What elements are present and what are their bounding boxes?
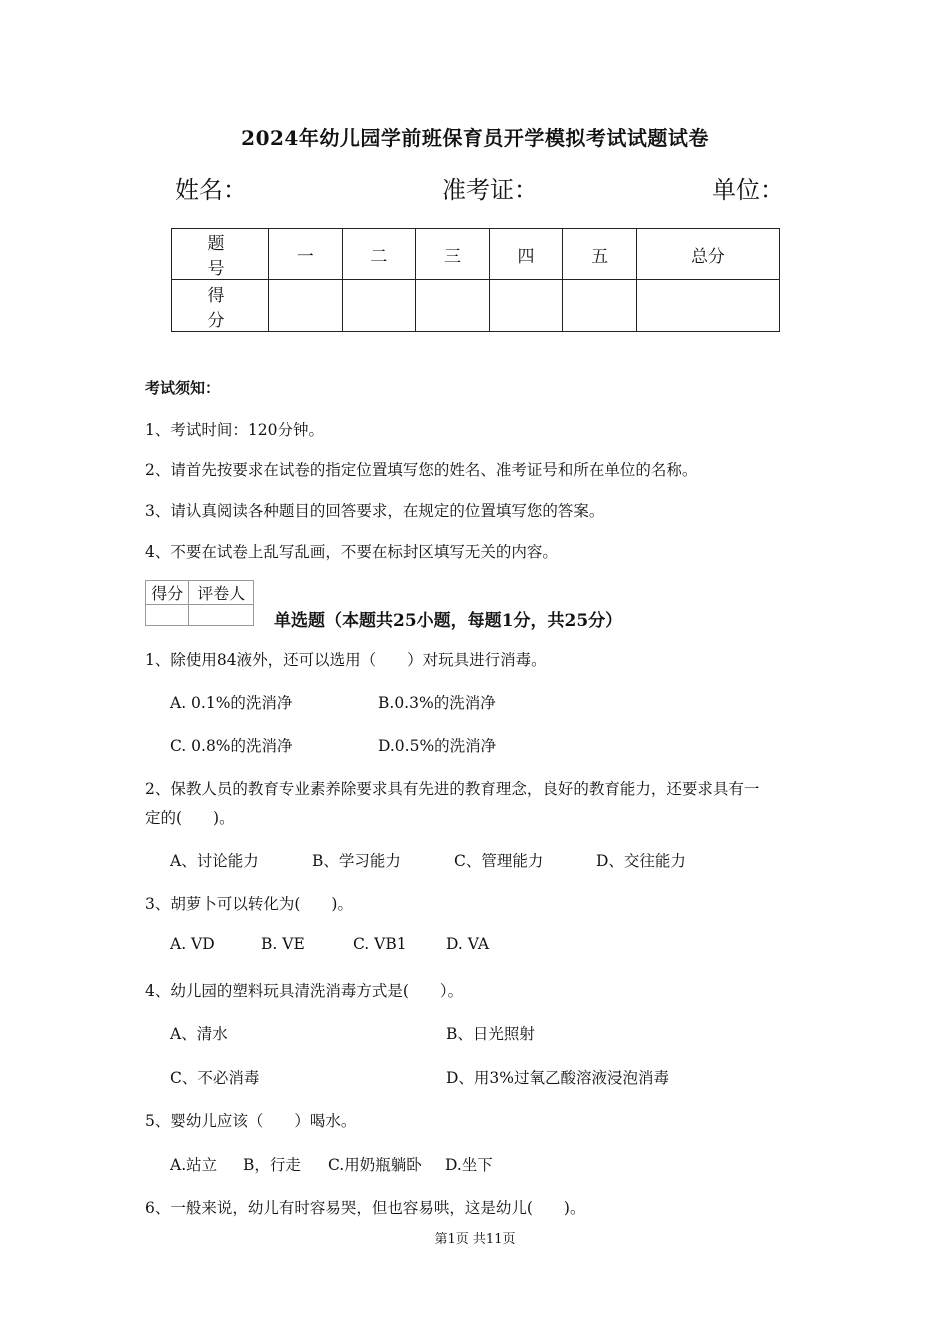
question-6-stem: 6、一般来说，幼儿有时容易哭，但也容易哄，这是幼儿( )。: [145, 1199, 586, 1217]
question-number-label: 题 号: [172, 229, 269, 280]
grader-box: [145, 580, 254, 626]
section-2-header: 二: [342, 229, 416, 280]
question-5-option-d[interactable]: D.坐下: [445, 1156, 493, 1174]
question-2-option-b[interactable]: B、学习能力: [312, 852, 401, 870]
score-table-score-row: [172, 280, 780, 332]
section-3-header: 三: [416, 229, 490, 280]
total-header: 总分: [636, 229, 779, 280]
question-1-option-a[interactable]: A. 0.1%的洗消净: [170, 694, 293, 712]
page-footer: 第1页 共11页: [434, 1232, 516, 1247]
section-2-score-cell[interactable]: [342, 280, 416, 332]
question-4-option-a[interactable]: A、清水: [170, 1025, 228, 1043]
notice-item-4: 4、不要在试卷上乱写乱画，不要在标封区填写无关的内容。: [145, 543, 558, 561]
total-score-cell[interactable]: [636, 280, 779, 332]
section-5-score-cell[interactable]: [563, 280, 637, 332]
question-3-option-d[interactable]: D. VA: [446, 935, 490, 953]
question-2-option-c[interactable]: C、管理能力: [454, 852, 544, 870]
score-table-header-row: [172, 229, 780, 280]
question-1-stem: 1、除使用84液外，还可以选用（ ）对玩具进行消毒。: [145, 651, 547, 669]
score-table: [171, 228, 780, 332]
question-2-option-d[interactable]: D、交往能力: [596, 852, 686, 870]
question-4-option-c[interactable]: C、不必消毒: [170, 1069, 260, 1087]
question-2-stem-line-1: 2、保教人员的教育专业素养除要求具有先进的教育理念，良好的教育能力，还要求具有一: [145, 780, 760, 798]
question-1-option-c[interactable]: C. 0.8%的洗消净: [170, 737, 293, 755]
question-4-option-b[interactable]: B、日光照射: [446, 1025, 535, 1043]
section-4-score-cell[interactable]: [489, 280, 563, 332]
grader-reviewer-cell[interactable]: [189, 605, 254, 626]
question-1-option-b[interactable]: B.0.3%的洗消净: [378, 694, 496, 712]
grader-reviewer-label: 评卷人: [189, 581, 254, 605]
question-2-stem-line-2: 定的( )。: [145, 809, 235, 827]
question-5-option-c[interactable]: C.用奶瓶躺卧: [328, 1156, 422, 1174]
question-3-option-c[interactable]: C. VB1: [353, 935, 407, 953]
question-1-option-d[interactable]: D.0.5%的洗消净: [378, 737, 497, 755]
section-title: 单选题（本题共25小题，每题1分，共25分）: [274, 611, 623, 631]
question-3-stem: 3、胡萝卜可以转化为( )。: [145, 895, 353, 913]
score-label: 得 分: [172, 280, 269, 332]
question-5-option-b[interactable]: B，行走: [243, 1156, 301, 1174]
notice-heading: 考试须知：: [145, 379, 221, 397]
name-field-label: 姓名：: [175, 176, 247, 204]
question-3-option-b[interactable]: B. VE: [261, 935, 305, 953]
section-1-score-cell[interactable]: [269, 280, 343, 332]
unit-field-label: 单位：: [712, 176, 784, 204]
question-2-option-a[interactable]: A、讨论能力: [170, 852, 259, 870]
grader-score-label: 得分: [146, 581, 189, 605]
question-3-option-a[interactable]: A. VD: [170, 935, 215, 953]
question-4-option-d[interactable]: D、用3%过氧乙酸溶液浸泡消毒: [446, 1069, 670, 1087]
question-5-option-a[interactable]: A.站立: [170, 1156, 218, 1174]
exam-title: 2024年幼儿园学前班保育员开学模拟考试试题试卷: [241, 126, 709, 150]
section-1-header: 一: [269, 229, 343, 280]
notice-item-1: 1、考试时间：120分钟。: [145, 421, 324, 439]
exam-id-field-label: 准考证：: [442, 176, 538, 204]
question-4-stem: 4、幼儿园的塑料玩具清洗消毒方式是( ）。: [145, 982, 464, 1000]
grader-score-cell[interactable]: [146, 605, 189, 626]
notice-item-2: 2、请首先按要求在试卷的指定位置填写您的姓名、准考证号和所在单位的名称。: [145, 461, 698, 479]
section-4-header: 四: [489, 229, 563, 280]
notice-item-3: 3、请认真阅读各种题目的回答要求，在规定的位置填写您的答案。: [145, 502, 605, 520]
section-3-score-cell[interactable]: [416, 280, 490, 332]
question-5-stem: 5、婴幼儿应该（ ）喝水。: [145, 1112, 357, 1130]
section-5-header: 五: [563, 229, 637, 280]
